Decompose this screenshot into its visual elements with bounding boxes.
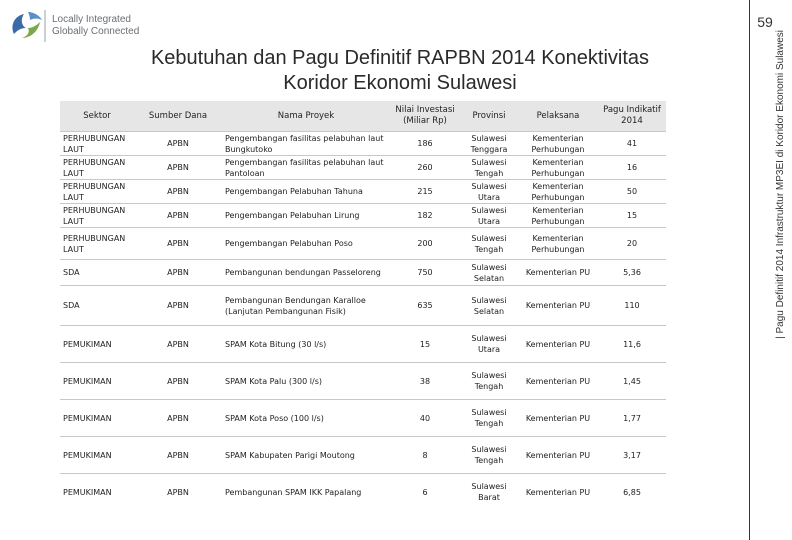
cell-sumber-dana: APBN: [167, 413, 189, 423]
cell-pagu-indikatif: 3,17: [623, 450, 641, 460]
table-header-row: [60, 101, 666, 132]
cell-pagu-indikatif: 16: [626, 163, 638, 172]
cell-pagu-indikatif: 5,36: [623, 268, 641, 277]
cell-provinsi: Sulawesi Selatan: [471, 295, 507, 316]
indonesia-emblem-icon: [8, 8, 48, 44]
cell-provinsi: Sulawesi Tengah: [471, 445, 507, 465]
logo: [8, 8, 168, 46]
cell-nilai-investasi: 182: [417, 211, 433, 220]
cell-provinsi: Sulawesi Selatan: [471, 262, 507, 283]
cell-pagu-indikatif: 20: [626, 239, 638, 248]
logo-line-1: Locally Integrated: [52, 14, 131, 25]
cell-pagu-indikatif: 50: [626, 187, 638, 196]
header-sektor: Sektor: [60, 101, 134, 132]
cell-nilai-investasi: 8: [422, 450, 428, 460]
cell-sumber-dana: APBN: [167, 163, 189, 172]
cell-provinsi: Sulawesi Tengah: [471, 371, 507, 391]
cell-nilai-investasi: 186: [417, 139, 433, 148]
cell-nama-proyek: Pengembangan fasilitas pelabuhan laut Bungkutoko: [225, 133, 384, 154]
table-row: [60, 400, 666, 437]
cell-nilai-investasi: 15: [419, 339, 431, 349]
cell-nama-proyek: SPAM Kota Poso (100 l/s): [225, 413, 324, 423]
cell-pagu-indikatif: 110: [624, 301, 640, 310]
header-sumber-dana: Sumber Dana: [134, 101, 222, 132]
logo-line-2: Globally Connected: [52, 26, 140, 37]
cell-sumber-dana: APBN: [167, 211, 189, 220]
cell-sektor: SDA: [63, 301, 80, 310]
cell-sektor: PERHUBUNGAN LAUT: [63, 205, 126, 226]
cell-sumber-dana: APBN: [167, 268, 189, 277]
cell-sektor: PERHUBUNGAN LAUT: [63, 181, 126, 202]
cell-provinsi: Sulawesi Utara: [471, 205, 507, 226]
cell-pelaksana: Kementerian Perhubungan: [531, 205, 585, 226]
cell-provinsi: Sulawesi Tenggara: [470, 133, 508, 154]
cell-pelaksana: Kementerian Perhubungan: [531, 181, 585, 202]
cell-pelaksana: Kementerian PU: [525, 413, 591, 423]
header-pelaksana: Pelaksana: [518, 101, 598, 132]
side-title-text: | Pagu Definitif 2014 Infrastruktur MP3EI di Koridor Ekonomi Sulawesi: [775, 30, 786, 339]
cell-pagu-indikatif: 41: [626, 139, 638, 148]
cell-pagu-indikatif: 15: [626, 211, 638, 220]
cell-sumber-dana: APBN: [167, 487, 189, 497]
cell-sektor: SDA: [63, 268, 80, 277]
table-row: [60, 326, 666, 363]
table-row: [60, 228, 666, 260]
table-row: [60, 180, 666, 204]
table-row: [60, 286, 666, 326]
cell-nama-proyek: Pembangunan SPAM IKK Papalang: [225, 487, 362, 497]
cell-sektor: PERHUBUNGAN LAUT: [63, 133, 126, 154]
header-pagu-indikatif: Pagu Indikatif 2014: [598, 101, 666, 132]
header-nama-proyek: Nama Proyek: [222, 101, 390, 132]
cell-nama-proyek: Pembangunan Bendungan Karalloe (Lanjutan Pembangunan Fisik): [225, 295, 366, 316]
page-title-line-1: Kebutuhan dan Pagu Definitif RAPBN 2014 Konektivitas: [150, 47, 650, 69]
cell-sumber-dana: APBN: [167, 239, 189, 248]
cell-nama-proyek: Pengembangan fasilitas pelabuhan laut Pantoloan: [225, 157, 384, 178]
cell-provinsi: Sulawesi Barat: [471, 482, 507, 503]
vertical-divider: [749, 0, 750, 540]
cell-nilai-investasi: 200: [417, 239, 433, 248]
cell-nama-proyek: Pengembangan Pelabuhan Tahuna: [225, 187, 363, 196]
cell-pelaksana: Kementerian PU: [525, 487, 591, 497]
cell-sektor: PERHUBUNGAN LAUT: [63, 233, 126, 254]
page-title: [60, 46, 740, 96]
cell-sektor: PEMUKIMAN: [63, 413, 112, 423]
header-nilai-investasi: Nilai Investasi (Miliar Rp): [390, 101, 460, 132]
project-table: [60, 101, 666, 511]
cell-sumber-dana: APBN: [167, 301, 189, 310]
table-row: [60, 437, 666, 474]
table-row: [60, 156, 666, 180]
cell-sumber-dana: APBN: [167, 450, 189, 460]
cell-sektor: PEMUKIMAN: [63, 376, 112, 386]
table-row: [60, 260, 666, 286]
cell-pelaksana: Kementerian Perhubungan: [531, 157, 585, 178]
cell-sumber-dana: APBN: [167, 187, 189, 196]
cell-nama-proyek: Pengembangan Pelabuhan Poso: [225, 239, 353, 248]
cell-provinsi: Sulawesi Tengah: [471, 233, 507, 254]
cell-pelaksana: Kementerian PU: [525, 339, 591, 349]
cell-pelaksana: Kementerian PU: [525, 376, 591, 386]
page-number: 59: [757, 14, 773, 30]
cell-sektor: PEMUKIMAN: [63, 487, 112, 497]
cell-sektor: PEMUKIMAN: [63, 339, 112, 349]
side-title: [761, 30, 786, 384]
cell-provinsi: Sulawesi Utara: [471, 334, 507, 354]
cell-nama-proyek: SPAM Kabupaten Parigi Moutong: [225, 450, 355, 460]
cell-nilai-investasi: 40: [419, 413, 431, 423]
cell-pelaksana: Kementerian PU: [525, 450, 591, 460]
cell-nilai-investasi: 750: [417, 268, 433, 277]
cell-pelaksana: Kementerian PU: [525, 301, 591, 310]
table-row: [60, 474, 666, 511]
cell-nilai-investasi: 260: [417, 163, 433, 172]
cell-nama-proyek: SPAM Kota Bitung (30 l/s): [225, 339, 327, 349]
cell-provinsi: Sulawesi Tengah: [471, 157, 507, 178]
page-title-line-2: Koridor Ekonomi Sulawesi: [283, 72, 517, 94]
cell-provinsi: Sulawesi Utara: [471, 181, 507, 202]
cell-nilai-investasi: 215: [417, 187, 433, 196]
header-provinsi: Provinsi: [460, 101, 518, 132]
cell-nama-proyek: SPAM Kota Palu (300 l/s): [225, 376, 322, 386]
cell-sektor: PEMUKIMAN: [63, 450, 112, 460]
table-row: [60, 132, 666, 156]
cell-sumber-dana: APBN: [167, 376, 189, 386]
cell-nilai-investasi: 6: [422, 487, 428, 497]
cell-sektor: PERHUBUNGAN LAUT: [63, 157, 126, 178]
cell-pelaksana: Kementerian Perhubungan: [531, 133, 585, 154]
cell-nama-proyek: Pembangunan bendungan Passeloreng: [225, 268, 381, 277]
cell-nama-proyek: Pengembangan Pelabuhan Lirung: [225, 211, 360, 220]
cell-pelaksana: Kementerian PU: [525, 268, 591, 277]
cell-pagu-indikatif: 1,45: [623, 376, 641, 386]
cell-provinsi: Sulawesi Tengah: [471, 408, 507, 428]
table-row: [60, 363, 666, 400]
cell-pagu-indikatif: 1,77: [623, 413, 641, 423]
cell-pagu-indikatif: 11,6: [623, 339, 641, 349]
cell-pelaksana: Kementerian Perhubungan: [531, 233, 585, 254]
cell-nilai-investasi: 38: [419, 376, 431, 386]
cell-nilai-investasi: 635: [417, 301, 433, 310]
table-row: [60, 204, 666, 228]
cell-pagu-indikatif: 6,85: [623, 487, 641, 497]
cell-sumber-dana: APBN: [167, 139, 189, 148]
cell-sumber-dana: APBN: [167, 339, 189, 349]
